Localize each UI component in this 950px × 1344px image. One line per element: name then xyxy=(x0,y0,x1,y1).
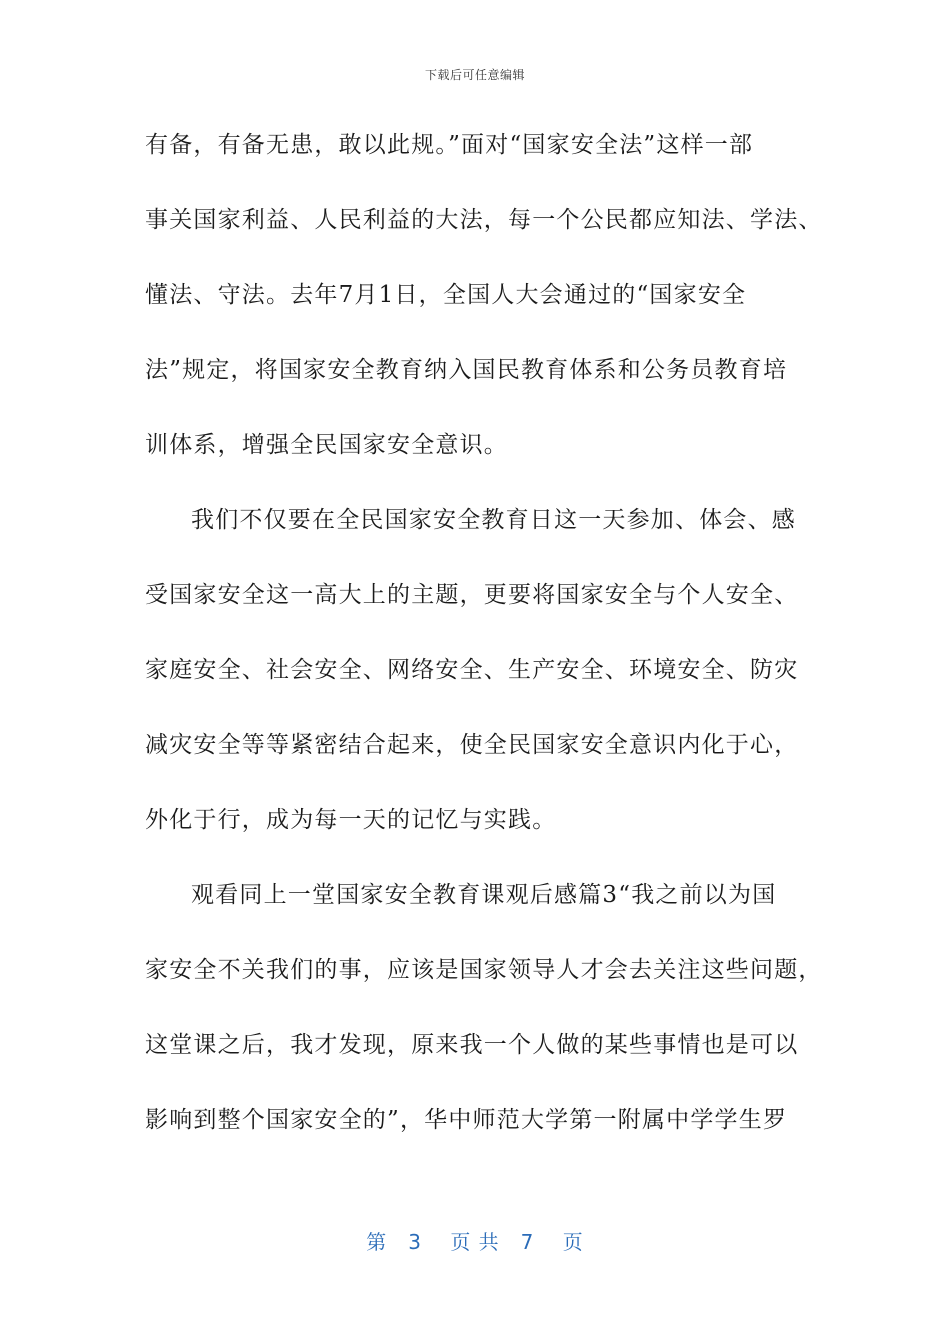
page-number-footer: 第 3 页 共 7 页 xyxy=(366,1230,584,1254)
page-header-note: 下载后可任意编辑 xyxy=(424,68,525,82)
text-line: 影响到整个国家安全的”，华中师范大学第一附属中学学生罗 xyxy=(145,1107,788,1133)
text-line: 懂法、守法。去年7月1日，全国人大会通过的“国家安全 xyxy=(145,282,747,308)
text-line: 这堂课之后，我才发现，原来我一个人做的某些事情也是可以 xyxy=(145,1032,799,1058)
text-line: 减灾安全等等紧密结合起来，使全民国家安全意识内化于心， xyxy=(145,732,799,758)
text-line: 家庭安全、社会安全、网络安全、生产安全、环境安全、防灾 xyxy=(145,657,799,683)
text-line: 法”规定，将国家安全教育纳入国民教育体系和公务员教育培 xyxy=(145,357,788,383)
text-line: 训体系，增强全民国家安全意识。 xyxy=(145,432,508,458)
paragraph-first-line: 观看同上一堂国家安全教育课观后感篇3“我之前以为国 xyxy=(191,882,777,908)
text-line: 家安全不关我们的事，应该是国家领导人才会去关注这些问题， xyxy=(145,957,823,983)
text-line: 有备，有备无患，敢以此规。”面对“国家安全法”这样一部 xyxy=(145,132,754,158)
text-line: 受国家安全这一高大上的主题，更要将国家安全与个人安全、 xyxy=(145,582,799,608)
text-line: 外化于行，成为每一天的记忆与实践。 xyxy=(145,807,557,833)
text-line: 事关国家利益、人民利益的大法，每一个公民都应知法、学法、 xyxy=(145,207,823,233)
paragraph-first-line: 我们不仅要在全民国家安全教育日这一天参加、体会、感 xyxy=(191,507,796,533)
